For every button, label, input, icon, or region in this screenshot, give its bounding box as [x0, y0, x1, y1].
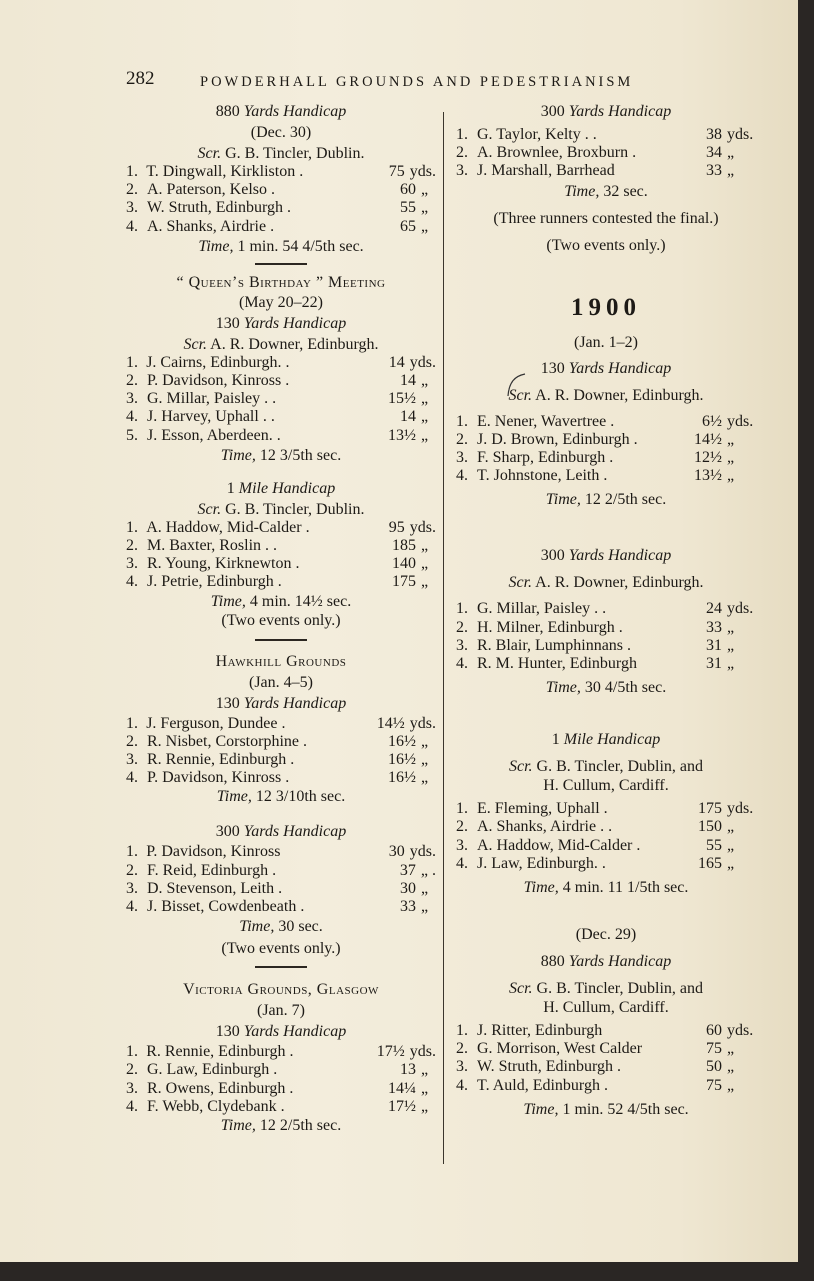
- place-number: 4.: [456, 854, 468, 872]
- handicap-distance: 55: [706, 836, 722, 854]
- place-number: 3.: [456, 836, 468, 854]
- distance-unit: „: [421, 898, 429, 916]
- event-block: [456, 333, 756, 510]
- place-number: 3.: [126, 555, 138, 573]
- event-title: 880 Yards Handicap: [215, 103, 347, 120]
- distance-unit: „: [727, 430, 735, 448]
- event-block: [126, 980, 436, 1135]
- competitor-name: A. Shanks, Airdrie . .: [477, 818, 613, 836]
- results-list: [456, 1022, 756, 1095]
- competitor-name: J. Marshall, Barrhead: [477, 162, 615, 180]
- place-number: 4.: [126, 217, 138, 235]
- handicap-distance: 13: [400, 1061, 416, 1079]
- place-number: 3.: [126, 751, 138, 769]
- result-row: [126, 1043, 436, 1061]
- scratch-line: Scr. G. B. Tincler, Dublin, and: [508, 980, 704, 998]
- place-number: 1.: [456, 800, 468, 818]
- section-rule: [255, 966, 307, 968]
- result-row: [456, 1022, 756, 1040]
- distance-unit: „: [421, 1079, 429, 1097]
- event-title: 130 Yards Handicap: [215, 314, 347, 332]
- handicap-distance: 14: [388, 353, 405, 371]
- result-row: [126, 408, 436, 426]
- distance-unit: „: [727, 655, 735, 673]
- place-number: 2.: [456, 818, 468, 836]
- result-row: [456, 800, 756, 818]
- scratch-line: Scr. G. B. Tincler, Dublin, and: [508, 758, 704, 776]
- place-number: 2.: [456, 1040, 468, 1058]
- distance-unit: „: [727, 1076, 735, 1094]
- running-head: POWDERHALL GROUNDS AND PEDESTRIANISM: [200, 74, 634, 90]
- result-row: [456, 126, 756, 144]
- distance-unit: yds.: [727, 412, 754, 430]
- competitor-name: G. Law, Edinburgh .: [147, 1061, 278, 1079]
- handicap-distance: 38: [706, 126, 722, 143]
- distance-unit: „: [421, 408, 429, 426]
- year-heading: 1900: [571, 293, 641, 321]
- distance-unit: yds.: [409, 518, 436, 536]
- scratch-line: Scr. A. R. Downer, Edinburgh.: [508, 386, 704, 404]
- event-title: 130 Yards Handicap: [215, 694, 347, 712]
- result-row: [126, 163, 436, 181]
- handicap-distance: 15½: [388, 390, 416, 408]
- handicap-distance: 37: [399, 861, 416, 879]
- handicap-distance: 165: [698, 854, 722, 872]
- winning-time: Time, 4 min. 14½ sec.: [210, 592, 352, 610]
- competitor-name: A. Brownlee, Broxburn .: [477, 144, 637, 162]
- competitor-name: A. Haddow, Mid-Calder .: [146, 518, 310, 536]
- competitor-name: J. Bisset, Cowdenbeath .: [147, 898, 305, 916]
- left-column: [126, 102, 436, 1135]
- competitor-name: D. Stevenson, Leith .: [147, 879, 283, 897]
- competitor-name: R. Young, Kirknewton .: [147, 555, 300, 573]
- result-row: [126, 390, 436, 408]
- distance-unit: „: [727, 854, 735, 872]
- event-block: [126, 273, 436, 465]
- result-row: [126, 715, 436, 733]
- competitor-name: G. Morrison, West Calder: [477, 1040, 643, 1058]
- distance-unit: „: [421, 181, 429, 199]
- handicap-distance: 14¼: [388, 1079, 416, 1097]
- result-row: [456, 655, 756, 673]
- results-list: [456, 600, 756, 673]
- winning-time: Time, 12 2/5th sec.: [220, 1117, 342, 1135]
- competitor-name: J. Law, Edinburgh. .: [477, 854, 606, 872]
- result-row: [126, 862, 436, 880]
- place-number: 4.: [456, 1076, 468, 1094]
- handicap-distance: 6½: [702, 412, 722, 430]
- competitor-name: J. Ferguson, Dundee .: [146, 714, 286, 732]
- event-date: (Jan. 7): [257, 1002, 305, 1020]
- handicap-distance: 140: [392, 555, 416, 573]
- competitor-name: P. Davidson, Kinross .: [147, 769, 290, 787]
- competitor-name: R. Owens, Edinburgh .: [147, 1079, 294, 1097]
- place-number: 3.: [126, 199, 138, 217]
- handicap-distance: 185: [392, 537, 416, 555]
- event-title: 1 Mile Handicap: [226, 479, 336, 497]
- competitor-name: F. Webb, Clydebank .: [147, 1097, 285, 1115]
- event-date: (Jan. 4–5): [249, 673, 313, 691]
- winning-time: Time, 30 sec.: [239, 918, 323, 936]
- distance-unit: „: [421, 217, 429, 235]
- place-number: 4.: [126, 898, 138, 916]
- distance-unit: yds.: [409, 1043, 436, 1061]
- competitor-name: G. Millar, Paisley . .: [147, 390, 277, 408]
- place-number: 2.: [126, 537, 138, 555]
- handicap-distance: 60: [400, 181, 416, 199]
- competitor-name: A. Shanks, Airdrie .: [147, 217, 275, 235]
- handicap-distance: 95: [388, 518, 405, 536]
- place-number: 1.: [456, 126, 468, 143]
- result-row: [456, 855, 756, 873]
- distance-unit: „: [421, 1097, 429, 1115]
- distance-unit: „ .: [420, 861, 437, 879]
- place-number: 2.: [126, 1061, 138, 1079]
- handicap-distance: 17½: [376, 1043, 405, 1061]
- handicap-distance: 31: [706, 655, 722, 673]
- competitor-name: R. Rennie, Edinburgh .: [146, 1043, 294, 1061]
- handicap-distance: 16½: [388, 769, 416, 787]
- scratch-line: Scr. G. B. Tincler, Dublin.: [197, 500, 365, 518]
- result-row: [126, 1080, 436, 1098]
- place-number: 1.: [126, 843, 138, 861]
- handicap-distance: 30: [388, 843, 405, 861]
- results-list: [126, 163, 436, 236]
- event-note: (Two events only.): [221, 611, 341, 629]
- competitor-name: R. Blair, Lumphinnans .: [477, 636, 632, 654]
- place-number: 3.: [126, 390, 138, 408]
- competitor-name: W. Struth, Edinburgh .: [477, 1058, 622, 1076]
- result-row: [456, 600, 756, 618]
- distance-unit: „: [727, 1058, 735, 1076]
- result-row: [126, 1098, 436, 1116]
- competitor-name: T. Dingwall, Kirkliston .: [146, 163, 304, 180]
- competitor-name: G. Taylor, Kelty . .: [477, 126, 597, 143]
- distance-unit: yds.: [727, 1022, 754, 1040]
- event-note: (Three runners contested the final.): [493, 209, 719, 227]
- handicap-distance: 17½: [388, 1097, 416, 1115]
- column-divider: [443, 112, 444, 1164]
- event-block: [126, 479, 436, 630]
- result-row: [456, 413, 756, 431]
- handicap-distance: 14: [400, 372, 416, 390]
- event-title: 130 Yards Handicap: [540, 359, 672, 377]
- winning-time: Time, 1 min. 54 4/5th sec.: [198, 237, 364, 255]
- distance-unit: yds.: [727, 600, 754, 618]
- handicap-distance: 16½: [388, 732, 416, 750]
- distance-unit: „: [421, 769, 429, 787]
- competitor-name: H. Milner, Edinburgh .: [477, 618, 623, 636]
- event-block: [126, 822, 436, 958]
- competitor-name: T. Auld, Edinburgh .: [477, 1076, 608, 1094]
- place-number: 3.: [456, 162, 468, 180]
- handicap-distance: 12½: [694, 449, 722, 467]
- winning-time: Time, 4 min. 11 1/5th sec.: [523, 879, 689, 897]
- event-title: 880 Yards Handicap: [540, 953, 672, 971]
- place-number: 3.: [456, 636, 468, 654]
- distance-unit: „: [421, 426, 429, 444]
- event-title: 300 Yards Handicap: [540, 103, 672, 120]
- result-row: [456, 431, 756, 449]
- place-number: 4.: [456, 467, 468, 485]
- competitor-name: J. Petrie, Edinburgh .: [147, 573, 282, 591]
- distance-unit: „: [421, 732, 429, 750]
- scratch-line: Scr. A. R. Downer, Edinburgh.: [183, 335, 379, 353]
- event-block: [456, 546, 756, 697]
- event-block: [456, 730, 756, 897]
- results-list: [126, 1043, 436, 1116]
- handicap-distance: 150: [698, 818, 722, 836]
- handicap-distance: 33: [400, 898, 416, 916]
- distance-unit: yds.: [409, 714, 436, 732]
- result-row: [126, 573, 436, 591]
- competitor-name: A. Haddow, Mid-Calder .: [477, 836, 641, 854]
- handicap-distance: 14: [400, 408, 416, 426]
- event-note: (Two events only.): [546, 236, 666, 254]
- place-number: 1.: [126, 353, 138, 371]
- place-number: 2.: [456, 144, 468, 162]
- result-row: [456, 1058, 756, 1076]
- result-row: [126, 372, 436, 390]
- result-row: [126, 354, 436, 372]
- result-row: [126, 181, 436, 199]
- results-list: [126, 715, 436, 788]
- page-number: 282: [126, 68, 155, 89]
- handicap-distance: 33: [706, 618, 722, 636]
- handicap-distance: 30: [400, 879, 416, 897]
- result-row: [126, 199, 436, 217]
- event-title: 300 Yards Handicap: [215, 823, 347, 841]
- results-list: [126, 519, 436, 592]
- result-row: [126, 898, 436, 916]
- result-row: [456, 1040, 756, 1058]
- handicap-distance: 75: [706, 1040, 722, 1058]
- distance-unit: „: [421, 199, 429, 217]
- place-number: 5.: [126, 426, 138, 444]
- result-row: [126, 769, 436, 787]
- result-row: [126, 537, 436, 555]
- competitor-name: J. D. Brown, Edinburgh .: [477, 430, 638, 448]
- event-date: (May 20–22): [239, 293, 323, 311]
- handicap-distance: 34: [706, 144, 722, 162]
- result-row: [126, 880, 436, 898]
- event-note: (Two events only.): [221, 940, 341, 958]
- competitor-name: T. Johnstone, Leith .: [477, 467, 608, 485]
- place-number: 1.: [456, 600, 468, 618]
- distance-unit: yds.: [409, 353, 436, 371]
- handicap-distance: 33: [706, 162, 722, 180]
- handicap-distance: 175: [392, 573, 416, 591]
- competitor-name: G. Millar, Paisley . .: [477, 600, 607, 618]
- event-block: [456, 102, 756, 255]
- results-list: [126, 354, 436, 445]
- handicap-distance: 14½: [376, 714, 405, 732]
- results-list: [456, 126, 756, 181]
- result-row: [456, 637, 756, 655]
- place-number: 2.: [126, 372, 138, 390]
- distance-unit: yds.: [409, 163, 436, 180]
- place-number: 3.: [126, 879, 138, 897]
- place-number: 4.: [126, 1097, 138, 1115]
- scratch-line-continued: H. Cullum, Cardiff.: [543, 999, 669, 1017]
- event-title: 1 Mile Handicap: [551, 731, 661, 749]
- place-number: 2.: [126, 861, 138, 879]
- distance-unit: „: [727, 836, 735, 854]
- place-number: 1.: [126, 163, 138, 180]
- distance-unit: „: [421, 555, 429, 573]
- result-row: [126, 427, 436, 445]
- handicap-distance: 50: [706, 1058, 722, 1076]
- result-row: [126, 751, 436, 769]
- competitor-name: A. Paterson, Kelso .: [147, 181, 275, 199]
- place-number: 4.: [126, 408, 138, 426]
- handicap-distance: 14½: [694, 430, 722, 448]
- distance-unit: „: [727, 467, 735, 485]
- event-date: (Dec. 29): [575, 926, 637, 944]
- result-row: [126, 218, 436, 236]
- handicap-distance: 16½: [388, 751, 416, 769]
- section-rule: [255, 263, 307, 265]
- place-number: 2.: [126, 732, 138, 750]
- result-row: [456, 449, 756, 467]
- place-number: 2.: [126, 181, 138, 199]
- section-rule: [255, 639, 307, 641]
- distance-unit: „: [421, 1061, 429, 1079]
- result-row: [456, 144, 756, 162]
- scratch-line-continued: H. Cullum, Cardiff.: [543, 777, 669, 795]
- event-title: 300 Yards Handicap: [540, 547, 672, 565]
- meeting-title: “ Queen’s Birthday ” Meeting: [176, 273, 386, 291]
- competitor-name: W. Struth, Edinburgh .: [147, 199, 292, 217]
- competitor-name: P. Davidson, Kinross: [146, 843, 281, 861]
- result-row: [126, 519, 436, 537]
- scratch-line: Scr. A. R. Downer, Edinburgh.: [508, 574, 704, 592]
- competitor-name: R. Rennie, Edinburgh .: [147, 751, 295, 769]
- ground-title: Victoria Grounds, Glasgow: [183, 981, 379, 999]
- competitor-name: J. Ritter, Edinburgh: [477, 1022, 603, 1040]
- place-number: 1.: [126, 518, 138, 536]
- distance-unit: „: [421, 390, 429, 408]
- competitor-name: M. Baxter, Roslin . .: [147, 537, 278, 555]
- distance-unit: yds.: [409, 843, 436, 861]
- distance-unit: „: [727, 162, 735, 180]
- result-row: [126, 1061, 436, 1079]
- handicap-distance: 65: [400, 217, 416, 235]
- handicap-distance: 13½: [694, 467, 722, 485]
- result-row: [126, 843, 436, 861]
- result-row: [456, 818, 756, 836]
- result-row: [126, 555, 436, 573]
- event-block: [456, 925, 756, 1119]
- winning-time: Time, 1 min. 52 4/5th sec.: [523, 1100, 689, 1118]
- winning-time: Time, 12 3/10th sec.: [216, 788, 346, 806]
- place-number: 2.: [456, 430, 468, 448]
- distance-unit: yds.: [727, 126, 754, 143]
- winning-time: Time, 12 3/5th sec.: [220, 446, 342, 464]
- results-list: [456, 413, 756, 486]
- distance-unit: „: [727, 636, 735, 654]
- winning-time: Time, 30 4/5th sec.: [545, 679, 667, 697]
- result-row: [456, 619, 756, 637]
- competitor-name: P. Davidson, Kinross .: [147, 372, 290, 390]
- event-date: (Jan. 1–2): [574, 333, 638, 351]
- winning-time: Time, 12 2/5th sec.: [545, 491, 667, 509]
- distance-unit: yds.: [727, 800, 754, 818]
- place-number: 1.: [456, 1022, 468, 1040]
- handicap-distance: 31: [706, 636, 722, 654]
- event-title: 130 Yards Handicap: [215, 1023, 347, 1041]
- result-row: [456, 162, 756, 180]
- competitor-name: R. Nisbet, Corstorphine .: [147, 732, 307, 750]
- place-number: 1.: [126, 714, 138, 732]
- handicap-distance: 55: [400, 199, 416, 217]
- distance-unit: „: [421, 372, 429, 390]
- right-column: [456, 102, 756, 1119]
- result-row: [456, 837, 756, 855]
- distance-unit: „: [421, 879, 429, 897]
- place-number: 3.: [456, 1058, 468, 1076]
- competitor-name: J. Cairns, Edinburgh. .: [146, 353, 290, 371]
- place-number: 3.: [456, 449, 468, 467]
- place-number: 4.: [126, 573, 138, 591]
- place-number: 4.: [456, 655, 468, 673]
- winning-time: Time, 32 sec.: [564, 182, 648, 200]
- distance-unit: „: [727, 144, 735, 162]
- result-row: [456, 467, 756, 485]
- handicap-distance: 75: [388, 163, 405, 180]
- competitor-name: F. Sharp, Edinburgh .: [477, 449, 614, 467]
- distance-unit: „: [421, 537, 429, 555]
- result-row: [126, 733, 436, 751]
- distance-unit: „: [421, 751, 429, 769]
- event-block: [126, 652, 436, 807]
- place-number: 1.: [456, 412, 468, 430]
- event-date: (Dec. 30): [250, 124, 312, 141]
- handicap-distance: 24: [706, 600, 722, 618]
- distance-unit: „: [727, 449, 735, 467]
- handicap-distance: 75: [706, 1076, 722, 1094]
- distance-unit: „: [727, 818, 735, 836]
- distance-unit: „: [727, 1040, 735, 1058]
- scratch-line: Scr. G. B. Tincler, Dublin.: [197, 145, 365, 162]
- competitor-name: E. Nener, Wavertree .: [477, 412, 615, 430]
- competitor-name: J. Harvey, Uphall . .: [147, 408, 275, 426]
- event-block: [126, 102, 436, 256]
- ground-title: Hawkhill Grounds: [215, 652, 347, 670]
- result-row: [456, 1077, 756, 1095]
- distance-unit: „: [727, 618, 735, 636]
- handicap-distance: 175: [698, 800, 722, 818]
- results-list: [456, 800, 756, 873]
- competitor-name: F. Reid, Edinburgh .: [147, 861, 277, 879]
- handicap-distance: 60: [706, 1022, 722, 1040]
- competitor-name: E. Fleming, Uphall .: [477, 800, 608, 818]
- handicap-distance: 13½: [388, 426, 416, 444]
- results-list: [126, 843, 436, 916]
- competitor-name: R. M. Hunter, Edinburgh: [477, 655, 637, 673]
- competitor-name: J. Esson, Aberdeen. .: [147, 426, 281, 444]
- distance-unit: „: [421, 573, 429, 591]
- place-number: 1.: [126, 1043, 138, 1061]
- place-number: 3.: [126, 1079, 138, 1097]
- place-number: 2.: [456, 618, 468, 636]
- place-number: 4.: [126, 769, 138, 787]
